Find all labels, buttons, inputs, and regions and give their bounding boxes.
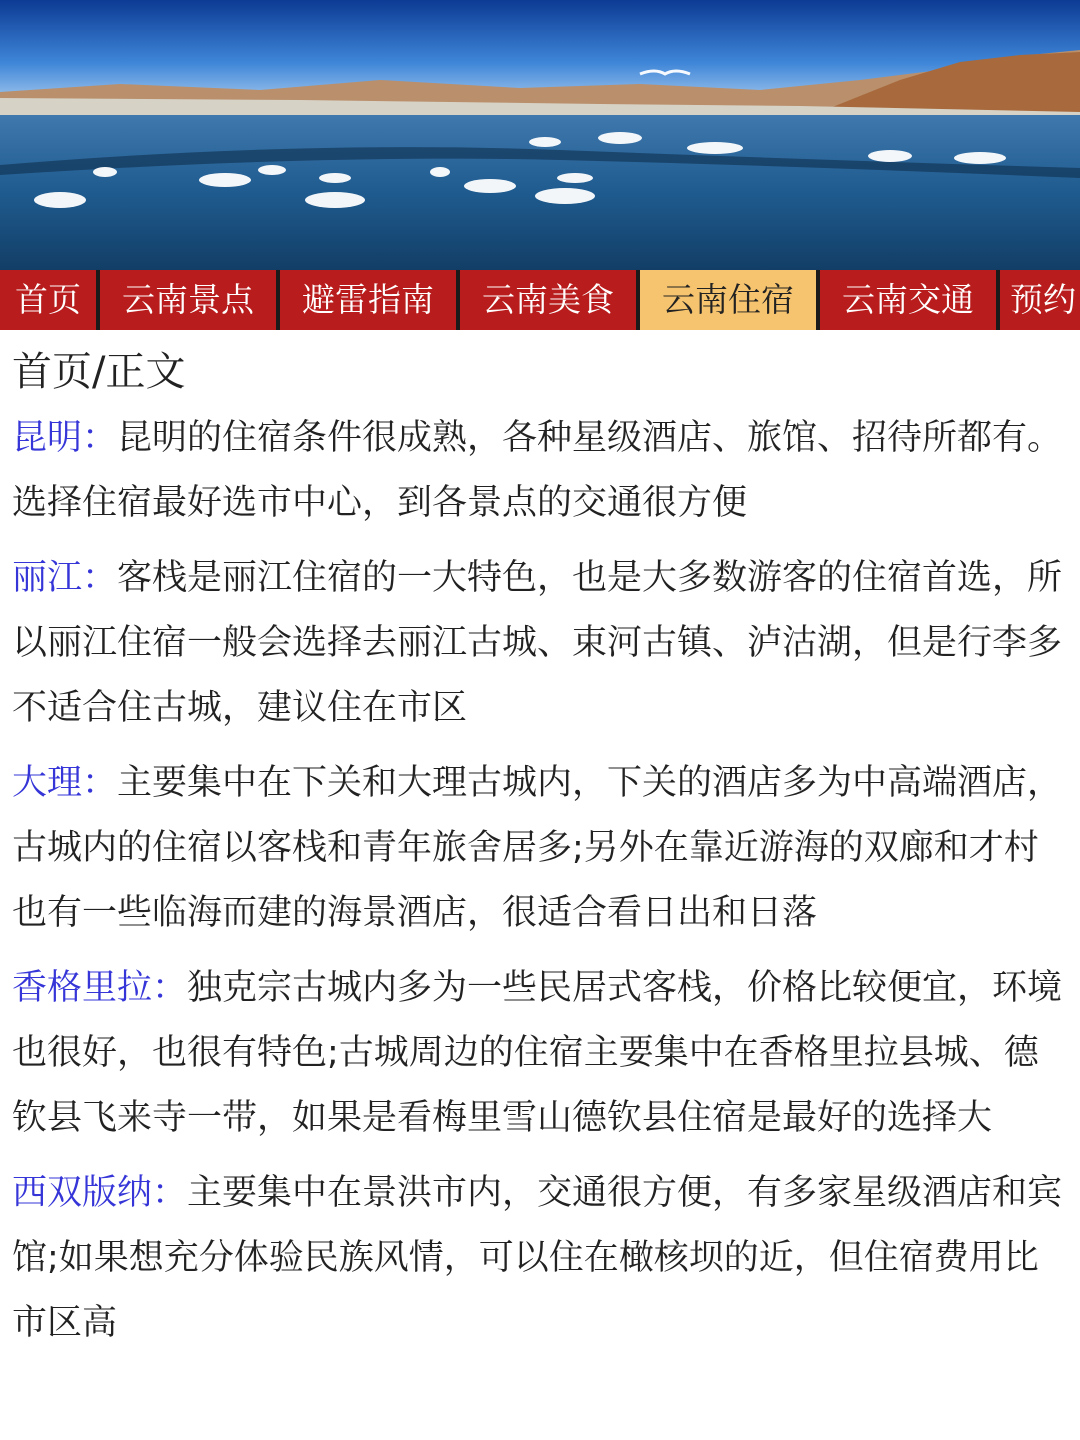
section-xishuangbanna (12, 1161, 1068, 1356)
section-kunming (12, 406, 1068, 536)
nav-food[interactable]: 云南美食 (460, 270, 636, 330)
hero-banner (0, 0, 1080, 270)
section-dali (12, 751, 1068, 946)
breadcrumb: 首页/正文 (12, 349, 186, 395)
section-text-lijiang: 客栈是丽江住宿的一大特色，也是大多数游客的住宿首选，所以丽江住宿一般会选择去丽江古城、束河古镇、泸沽湖，但是行李多不适合住古城，建议住在市区 (12, 558, 1063, 728)
section-text-shangri-la: 独克宗古城内多为一些民居式客栈，价格比较便宜，环境也很好，也很有特色;古城周边的住宿主要集中在香格里拉县城、德钦县飞来寺一带，如果是看梅里雪山德钦县住宿是最好的选择大 (12, 968, 1063, 1138)
city-label-shangri-la: 香格里拉： (12, 968, 188, 1008)
lake-landscape-image (0, 0, 1080, 270)
nav-attractions[interactable]: 云南景点 (100, 270, 276, 330)
nav-home[interactable]: 首页 (0, 270, 96, 330)
section-lijiang (12, 546, 1068, 741)
city-label-xishuangbanna: 西双版纳： (12, 1173, 188, 1213)
city-label-kunming: 昆明： (12, 418, 118, 458)
section-text-dali: 主要集中在下关和大理古城内，下关的酒店多为中高端酒店，古城内的住宿以客栈和青年旅舍居多;另外在靠近游海的双廊和才村也有一些临海而建的海景酒店，很适合看日出和日落 (12, 763, 1063, 933)
top-nav (0, 270, 1080, 330)
section-text-kunming: 昆明的住宿条件很成熟，各种星级酒店、旅馆、招待所都有。选择住宿最好选市中心，到各景点的交通很方便 (12, 418, 1063, 523)
article-content (0, 330, 1080, 1440)
nav-pitfall-guide[interactable]: 避雷指南 (280, 270, 456, 330)
section-text-xishuangbanna: 主要集中在景洪市内，交通很方便，有多家星级酒店和宾馆;如果想充分体验民族风情，可以住在橄核坝的近，但住宿费用比市区高 (12, 1173, 1063, 1343)
nav-booking[interactable]: 预约 (1000, 270, 1080, 330)
section-shangri-la (12, 956, 1068, 1151)
nav-accommodation[interactable]: 云南住宿 (640, 270, 816, 330)
city-label-dali: 大理： (12, 763, 118, 803)
city-label-lijiang: 丽江： (12, 558, 118, 598)
nav-transport[interactable]: 云南交通 (820, 270, 996, 330)
